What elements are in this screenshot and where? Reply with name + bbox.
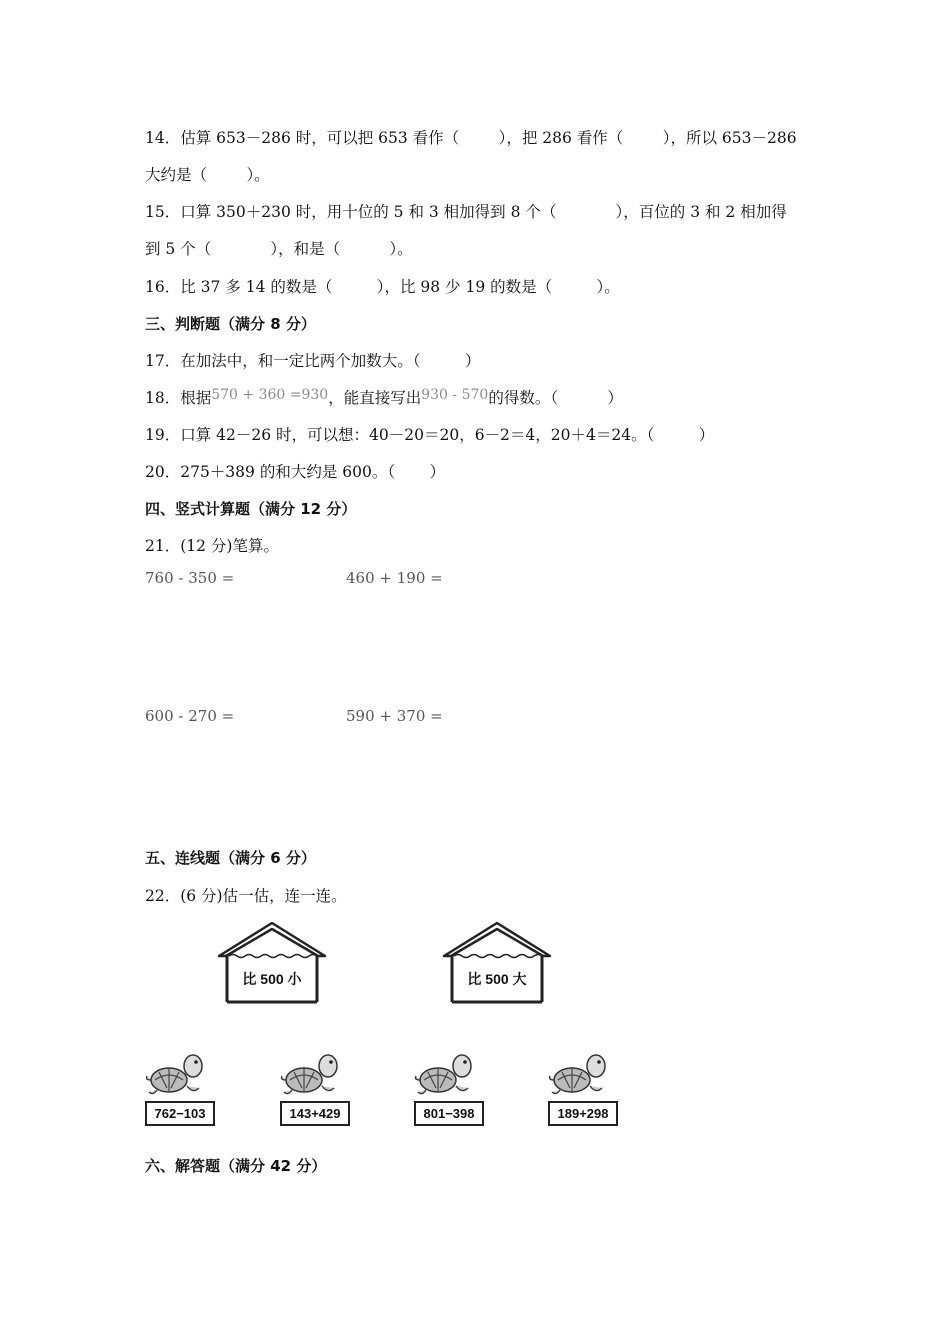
expression-box: 143+429 <box>280 1101 350 1126</box>
question-15-line-1: 15．口算 350＋230 时，用十位的 5 和 3 相加得到 8 个（ ），百位的 3 和 2 相加得 <box>145 203 787 221</box>
question-19: 19．口算 42－26 时，可以想：40－20＝20，6－2＝4，20＋4＝24。（ ） <box>145 426 715 444</box>
given-equation: 570 + 360 =930 <box>211 387 329 403</box>
section-6-heading: 六、解答题（满分 42 分） <box>145 1157 327 1175</box>
section-4-heading: 四、竖式计算题（满分 12 分） <box>145 500 357 518</box>
answer-blank[interactable] <box>340 240 389 258</box>
turtle-icon <box>145 1050 219 1100</box>
question-14-line-2: 大约是（ ）。 <box>145 166 270 184</box>
turtle-card-3[interactable] <box>414 1050 488 1130</box>
question-18: 18．根据570 + 360 =930，能直接写出930 - 570的得数。（ ） <box>145 387 623 407</box>
answer-blank[interactable] <box>207 166 246 184</box>
house-label: 比 500 大 <box>467 971 527 987</box>
answer-blank[interactable] <box>623 129 662 147</box>
calc-3: 600 - 270 = <box>145 707 235 725</box>
expression-box: 762−103 <box>145 1101 215 1126</box>
house-less-than-500[interactable] <box>217 920 327 1010</box>
target-expression: 930 - 570 <box>421 387 489 403</box>
question-17: 17．在加法中，和一定比两个加数大。（ ） <box>145 352 481 370</box>
expression-box: 189+298 <box>548 1101 618 1126</box>
answer-blank[interactable] <box>395 463 430 481</box>
turtle-card-2[interactable] <box>280 1050 354 1130</box>
turtle-icon <box>548 1050 622 1100</box>
turtle-icon <box>414 1050 488 1100</box>
house-greater-than-500[interactable] <box>442 920 552 1010</box>
calc-1: 760 - 350 = <box>145 569 235 587</box>
answer-blank[interactable] <box>332 278 376 296</box>
calc-2: 460 + 190 = <box>346 569 443 587</box>
house-icon <box>217 920 327 1010</box>
answer-blank[interactable] <box>420 352 464 370</box>
answer-blank[interactable] <box>558 389 607 407</box>
calc-4: 590 + 370 = <box>346 707 443 725</box>
question-20: 20．275＋389 的和大约是 600。（ ） <box>145 463 446 481</box>
answer-blank[interactable] <box>552 278 596 296</box>
turtle-icon <box>280 1050 354 1100</box>
question-21-title: 21．(12 分)笔算。 <box>145 537 279 555</box>
section-5-heading: 五、连线题（满分 6 分） <box>145 849 316 867</box>
question-15-line-2: 到 5 个（ ），和是（ ）。 <box>145 240 413 258</box>
question-16: 16．比 37 多 14 的数是（ ），比 98 少 19 的数是（ ）。 <box>145 278 620 296</box>
turtle-card-4[interactable] <box>548 1050 622 1130</box>
expression-box: 801−398 <box>414 1101 484 1126</box>
answer-blank[interactable] <box>211 240 270 258</box>
turtle-card-1[interactable] <box>145 1050 219 1130</box>
question-14-line-1: 14．估算 653－286 时，可以把 653 看作（ ），把 286 看作（ ），所以 653－286 <box>145 129 797 147</box>
house-label: 比 500 小 <box>242 971 302 987</box>
answer-blank[interactable] <box>459 129 498 147</box>
section-3-heading: 三、判断题（满分 8 分） <box>145 315 316 333</box>
house-icon <box>442 920 552 1010</box>
answer-blank[interactable] <box>556 203 615 221</box>
question-22-title: 22．(6 分)估一估，连一连。 <box>145 887 347 905</box>
answer-blank[interactable] <box>654 426 698 444</box>
